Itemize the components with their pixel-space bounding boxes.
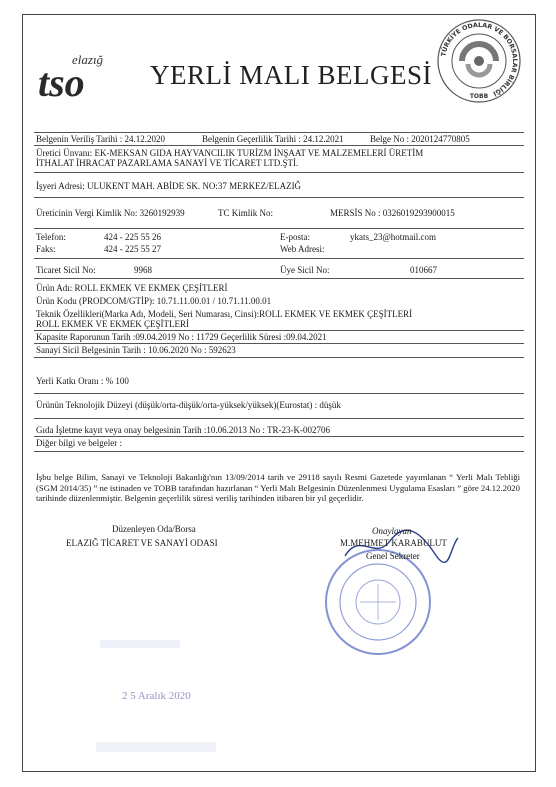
seal-ring-text: TÜRKİYE ODALAR VE BORSALAR BİRLİĞİ — [440, 21, 519, 97]
tech-line1: Teknik Özellikleri(Marka Adı, Modeli, Seri Numarası, Cinsi):ROLL EKMEK VE EKMEK ÇEŞİTLERİ — [36, 309, 413, 319]
legal-paragraph: İşbu belge Bilim, Sanayi ve Teknoloji Bakanlığı'nın 13/09/2014 tarih ve 29118 sayılı Resmi Gazetede yayımlanan “ Yerli Malı Tebliği (SGM 2014/35) ” ne istinaden ve TOBB tarafından hazırlanan “ Yerli Malı Belgesinin Düzenlenmesi Uygulama Esasları ” göre 24.12.2020 tarihinde düzenlenmiştir. Belgenin geçerlilik süresi veriliş tarihinden itibaren bir yıl geçerlidir. — [36, 472, 520, 503]
email-label: E-posta: — [280, 232, 310, 242]
divider — [34, 278, 524, 279]
tobb-seal — [436, 18, 522, 104]
doc-no: Belge No : 2020124770805 — [370, 134, 470, 144]
fax-value: 424 - 225 55 27 — [104, 244, 161, 254]
industry-registry: Sanayi Sicil Belgesinin Tarih : 10.06.2020 No : 592623 — [36, 345, 236, 355]
signer-name: M.MEHMET KARABULUT — [340, 538, 447, 548]
divider — [34, 357, 524, 358]
logo-mark-text: tso — [38, 60, 85, 100]
elazig-tso-logo — [38, 52, 138, 100]
capacity-report: Kapasite Raporunun Tarih :09.04.2019 No : 11729 Geçerlilik Süresi :09.04.2021 — [36, 332, 327, 342]
producer-line2: İTHALAT İHRACAT PAZARLAMA SANAYİ VE TİCARET LTD.ŞTİ. — [36, 158, 299, 168]
valid-date: Belgenin Geçerlilik Tarihi : 24.12.2021 — [202, 134, 344, 144]
logo-script-text: elazığ — [72, 52, 104, 67]
fax-label: Faks: — [36, 244, 56, 254]
member-reg-label: Üye Sicil No: — [280, 265, 330, 275]
issuer-label: Düzenleyen Oda/Borsa — [112, 524, 196, 534]
divider — [34, 436, 524, 437]
signer-role: Genel Sekreter — [366, 551, 420, 561]
phone-value: 424 - 225 55 26 — [104, 232, 161, 242]
mersis-no: MERSİS No : 0326019293900015 — [330, 208, 455, 218]
divider — [34, 451, 524, 452]
divider — [34, 330, 524, 331]
email-value: ykats_23@hotmail.com — [350, 232, 437, 242]
divider — [34, 343, 524, 344]
domestic-ratio: Yerli Katkı Oranı : % 100 — [36, 376, 129, 386]
divider — [34, 132, 524, 133]
tax-id: Üreticinin Vergi Kimlik No: 3260192939 — [36, 208, 185, 218]
signature-text: Onaylayan — [372, 526, 412, 536]
divider — [34, 145, 524, 146]
faded-stamp-line — [96, 742, 216, 752]
food-registration: Gıda İşletme kayıt veya onay belgesinin Tarih :10.06.2013 No : TR-23-K-002706 — [36, 425, 330, 435]
product-name: Ürün Adı: ROLL EKMEK VE EKMEK ÇEŞİTLERİ — [36, 283, 228, 293]
web-label: Web Adresi: — [280, 244, 325, 254]
divider — [34, 258, 524, 259]
date-stamp: 2 5 Aralık 2020 — [122, 690, 191, 702]
other-info: Diğer bilgi ve belgeler : — [36, 438, 122, 448]
member-reg-value: 010667 — [410, 265, 437, 275]
divider — [34, 418, 524, 419]
faded-stamp-line — [100, 640, 180, 648]
divider — [34, 197, 524, 198]
address: İşyeri Adresi: ULUKENT MAH. ABİDE SK. NO:37 MERKEZ/ELAZIĞ — [36, 181, 302, 191]
trade-reg-label: Ticaret Sicil No: — [36, 265, 96, 275]
issue-date: Belgenin Veriliş Tarihi : 24.12.2020 — [36, 134, 166, 144]
product-code: Ürün Kodu (PRODCOM/GTİP): 10.71.11.00.01 / 10.71.11.00.01 — [36, 296, 272, 306]
tech-level: Ürünün Teknolojik Düzeyi (düşük/orta-düşük/orta-yüksek/yüksek)(Eurostat) : düşük — [36, 400, 341, 410]
divider — [34, 228, 524, 229]
phone-label: Telefon: — [36, 232, 66, 242]
issuer-name: ELAZIĞ TİCARET VE SANAYİ ODASI — [66, 538, 218, 548]
divider — [34, 393, 524, 394]
tc-id: TC Kimlik No: — [218, 208, 274, 218]
page-title: YERLİ MALI BELGESİ — [150, 60, 432, 90]
divider — [34, 172, 524, 173]
seal-bottom-text: TOBB — [469, 93, 489, 100]
tech-line2: ROLL EKMEK VE EKMEK ÇEŞİTLERİ — [36, 319, 189, 329]
producer-line1: Üretici Ünvanı: EK-MEKSAN GIDA HAYVANCILIK TURİZM İNŞAAT VE MALZEMELERİ ÜRETİM — [36, 148, 424, 158]
trade-reg-value: 9968 — [134, 265, 152, 275]
